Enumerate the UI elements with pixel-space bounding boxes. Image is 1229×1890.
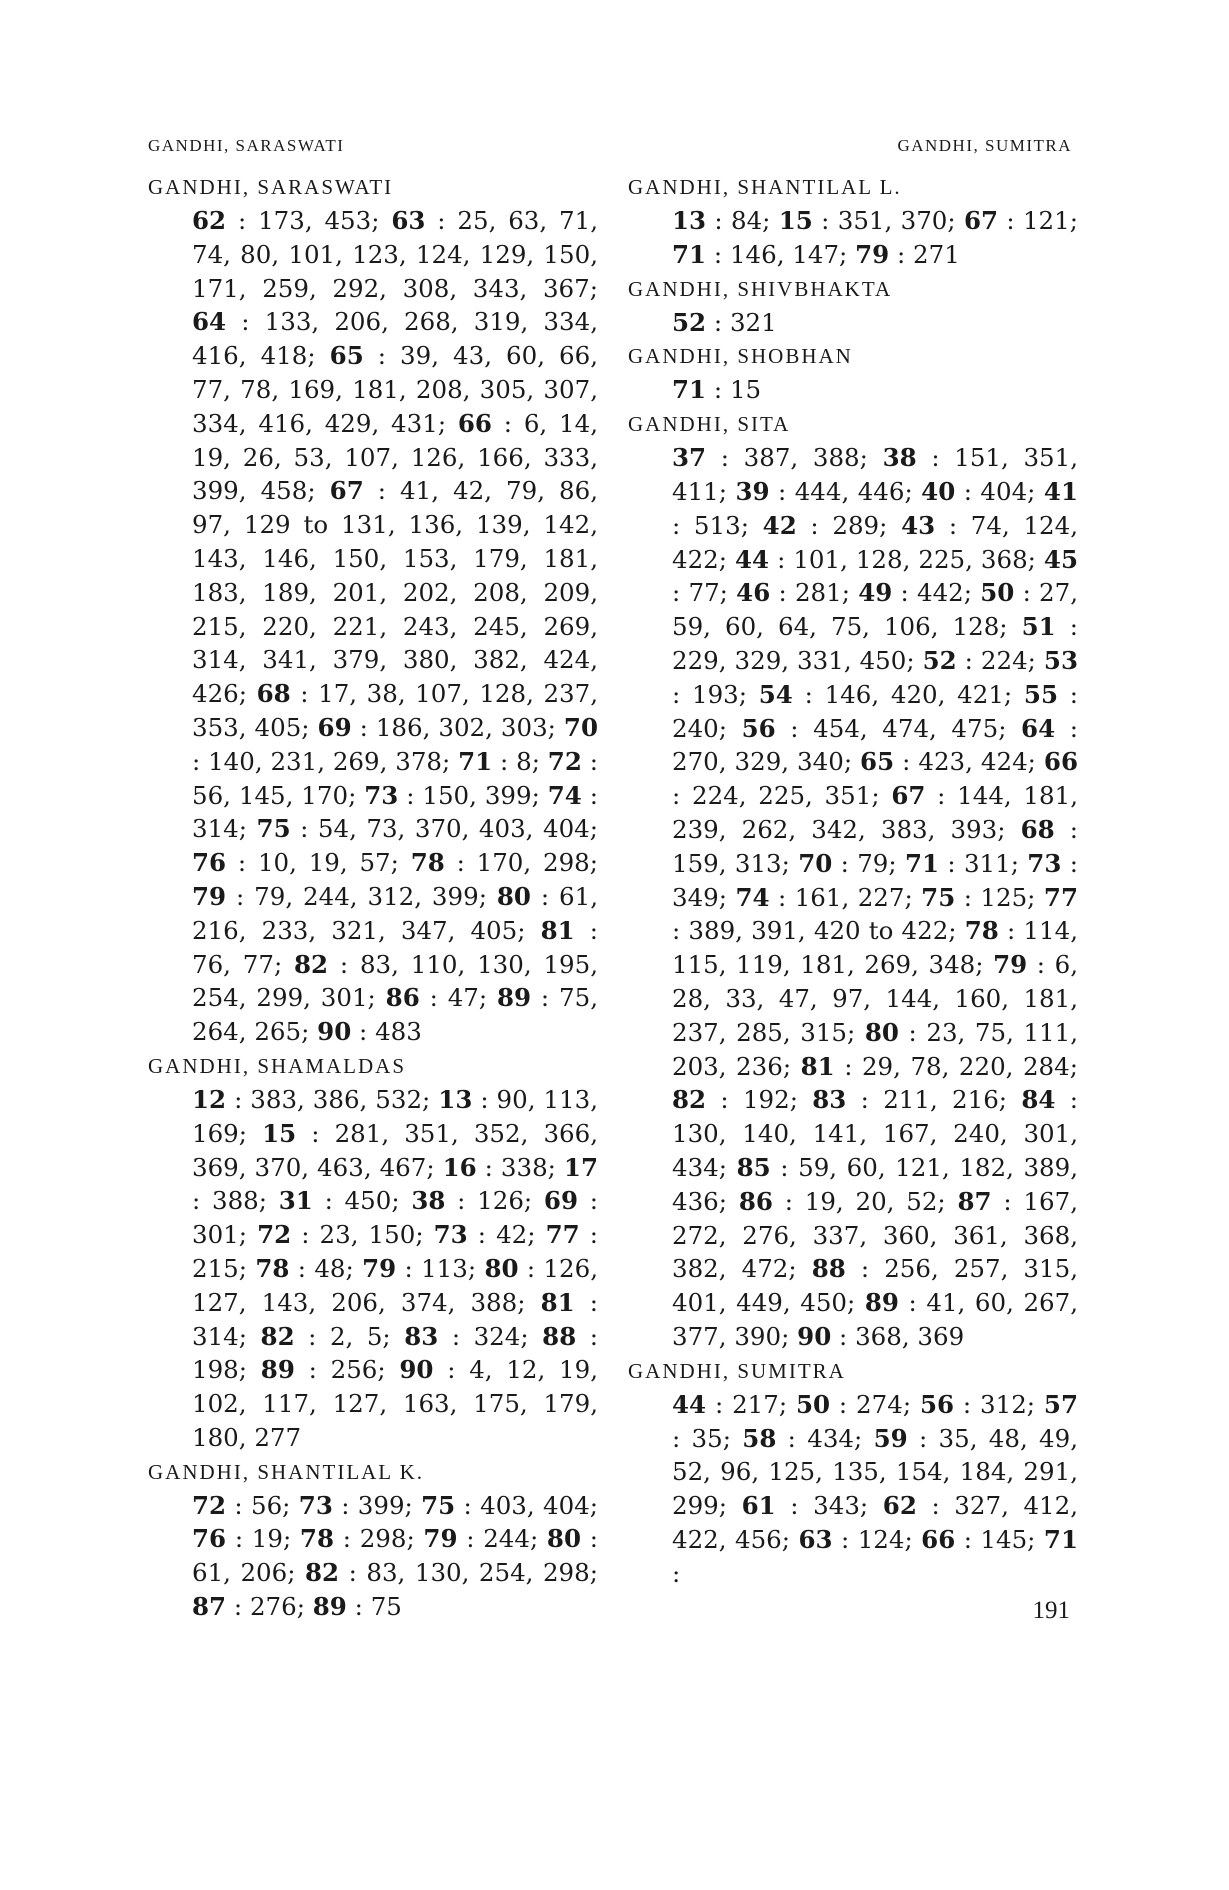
volume-number: 63 [798,1524,833,1554]
page-references: : 113; [396,1253,485,1283]
volume-number: 67 [963,206,999,235]
entry-references [192,204,598,1049]
volume-number: 55 [1023,679,1059,709]
volume-number: 72 [257,1220,292,1250]
page-references: : 27, 59, 60, 64, 75, 106, 128; [672,578,1079,642]
page-references: : 423, 424; [894,747,1044,777]
volume-number: 56 [741,713,776,743]
volume-number: 82 [672,1085,707,1115]
page-references: : 74, 124, 422; [672,510,1078,574]
index-entry [148,1455,598,1624]
page-references: : 224; [956,645,1044,675]
page-references: : 54, 73, 370, 403, 404; [290,814,598,844]
page-references: : 79; [832,848,905,878]
page-references: : 343; [775,1491,883,1521]
page-references: : 90, 113, 169; [192,1084,599,1148]
page-references: : 79, 244, 312, 399; [226,881,497,911]
page-number: 191 [1032,1597,1070,1624]
volume-number: 73 [433,1220,468,1250]
running-head-right: GANDHI, SUMITRA [897,136,1072,155]
volume-number: 15 [262,1118,297,1148]
page-references: : 298; [334,1524,424,1554]
volume-number: 12 [192,1084,227,1114]
page-references: : 450; [312,1186,412,1216]
page-references: : 193; [672,679,759,709]
volume-number: 52 [922,645,957,675]
index-entry [148,1049,598,1455]
page-references: : 351, 370; [812,206,964,235]
page-references: : 146, 420, 421; [792,679,1024,709]
page-references: : 276; [226,1592,313,1622]
volume-number: 62 [882,1491,917,1521]
page-references: : 25, 63, 71, 74, 80, 101, 123, 124, 129, 150, 171, 259, 292, 308, 343, 367; [192,206,598,303]
entry-references [672,1388,1078,1591]
entry-heading: GANDHI, SHANTILAL L. [628,175,902,199]
page-references: : 513; [672,510,763,540]
volume-number: 90 [317,1017,352,1047]
volume-number: 69 [543,1186,578,1216]
volume-number: 73 [1027,848,1062,878]
volume-number: 88 [542,1321,577,1351]
page-references: : 39, 43, 60, 66, 77, 78, 169, 181, 208, 305, 307, 334, 416, 429, 431; [192,341,599,438]
volume-number: 72 [547,746,582,776]
volume-number: 75 [421,1490,456,1520]
volume-number: 89 [864,1288,899,1318]
page-references: : 211, 216; [846,1085,1022,1115]
page-references: : 167, 272, 276, 337, 360, 361, 368, 382, 472; [672,1186,1078,1284]
volume-number: 44 [672,1389,707,1419]
volume-number: 67 [891,781,926,811]
volume-number: 63 [391,206,426,235]
volume-number: 79 [192,881,227,911]
volume-number: 81 [540,1287,575,1317]
volume-number: 68 [1020,814,1055,844]
volume-number: 16 [442,1152,477,1182]
page-references: : 17, 38, 107, 128, 237, 353, 405; [192,679,598,742]
page-references: : 75, 264, 265; [192,983,598,1047]
volume-number: 71 [1043,1524,1078,1554]
volume-number: 40 [921,476,956,506]
page-references: : 217; [706,1389,796,1419]
page-references: : 198; [192,1321,599,1385]
entry-references [672,204,1078,272]
volume-number: 78 [964,916,999,946]
page-references: : 10, 19, 57; [226,848,411,878]
page-references: : 19, 20, 52; [772,1186,958,1216]
volume-number: 59 [873,1423,908,1453]
page-references: : 126, 127, 143, 206, 374, 388; [192,1253,598,1317]
entry-heading: GANDHI, SUMITRA [628,1358,846,1383]
page-references: : 75 [346,1592,402,1622]
volume-number: 54 [758,679,793,709]
page-references: : 146, 147; [706,239,856,269]
volume-number: 81 [540,915,575,945]
volume-number: 50 [795,1389,831,1419]
page-references: : 224, 225, 351; [672,781,892,811]
page-references: : 173, 453; [226,206,392,235]
page-references: : 41, 60, 267, 377, 390; [672,1288,1079,1351]
volume-number: 82 [294,949,329,979]
page-references: : 8; [492,746,548,776]
entry-heading: GANDHI, SHAMALDAS [148,1053,407,1078]
volume-number: 80 [864,1017,899,1047]
volume-number: 58 [742,1423,777,1453]
volume-number: 17 [563,1152,598,1182]
page-references: : 483 [351,1017,422,1047]
page-references: : 6, 28, 33, 47, 97, 144, 160, 181, 237, 285, 315; [672,950,1078,1047]
page-references: : [672,1558,681,1588]
page-references: : 368, 369 [831,1321,965,1351]
volume-number: 37 [672,443,707,473]
volume-number: 73 [298,1490,333,1520]
volume-number: 45 [1043,544,1078,574]
page-references: : 47; [419,983,497,1013]
page-references: : 2, 5; [294,1321,405,1351]
page-references: : 311; [939,848,1028,878]
index-column-right [628,170,1078,1590]
entry-heading: GANDHI, SHANTILAL K. [148,1459,425,1484]
page-references: : 240; [672,679,1079,743]
page-references: : 35, 48, 49, 52, 96, 125, 135, 154, 184, 291, 299; [672,1423,1079,1521]
page-references: : 338; [476,1152,564,1182]
entry-references [192,1083,598,1455]
volume-number: 78 [299,1524,335,1554]
volume-number: 89 [312,1592,347,1622]
volume-number: 41 [1043,476,1078,506]
volume-number: 68 [256,679,291,709]
entry-heading: GANDHI, SARASWATI [148,175,394,199]
volume-number: 31 [278,1186,313,1216]
volume-number: 74 [547,780,582,810]
volume-number: 38 [882,443,917,473]
page-references: : 314; [192,780,598,844]
volume-number: 78 [255,1253,290,1283]
entry-heading: GANDHI, SITA [628,412,791,437]
page-references: : 383, 386, 532; [226,1084,439,1114]
page-references: : 388; [192,1186,279,1216]
page-references: : 161, 227; [769,882,922,912]
page-references: : 145; [955,1524,1044,1554]
volume-number: 66 [1043,747,1078,777]
index-column-left [148,170,598,1624]
page-references: : 124; [832,1524,922,1554]
page-references: : 159, 313; [672,814,1078,878]
page-references: : 244; [457,1524,547,1554]
page-references: : 41, 42, 79, 86, 97, 129 to 131, 136, 139, 142, 143, 146, 150, 153, 179, 181, 183, 189, 201, 202, 208, 209, 215, 220, 221, 243, 245, 269, 314, 341, 379, 380, 382, 424, 426; [192,476,599,709]
volume-number: 90 [399,1355,434,1385]
page-references: : 84; [706,206,779,235]
volume-number: 57 [1043,1389,1079,1419]
volume-number: 70 [563,712,598,742]
page-references: : 403, 404; [455,1490,598,1520]
page-references: : 314; [192,1287,598,1351]
volume-number: 66 [457,408,492,438]
page-references: : 133, 206, 268, 319, 334, 416, 418; [192,307,598,371]
entry-references [672,373,1078,407]
volume-number: 77 [1043,882,1078,912]
page-references: : 151, 351, 411; [672,443,1078,506]
volume-number: 84 [1021,1085,1056,1115]
volume-number: 76 [192,848,227,878]
volume-number: 71 [672,239,707,269]
page-references: : 125; [955,882,1044,912]
page-references: : 59, 60, 121, 182, 389, 436; [672,1152,1078,1216]
volume-number: 86 [385,983,420,1013]
page-references: : 434; [776,1423,874,1453]
page-references: : 281, 351, 352, 366, 369, 370, 463, 467; [192,1118,598,1182]
page-references: : 121; [998,206,1078,235]
page-references: : 274; [830,1389,920,1419]
page-references: : 444, 446; [769,476,922,506]
page-references: : 56; [226,1490,299,1520]
page-references: : 126; [445,1186,544,1216]
volume-number: 53 [1043,645,1078,675]
page-references: : 61, 206; [192,1524,598,1588]
page-references: : 61, 216, 233, 321, 347, 405; [192,881,598,945]
volume-number: 89 [260,1355,295,1385]
volume-number: 85 [736,1152,771,1182]
running-head-left: GANDHI, SARASWATI [148,136,345,155]
index-entry [148,170,598,1049]
volume-number: 67 [329,476,364,506]
page-references: : 312; [954,1389,1044,1419]
page-references: : 114, 115, 119, 181, 269, 348; [672,916,1078,980]
index-entry [628,170,1078,272]
page-references: : 19; [226,1524,300,1554]
volume-number: 80 [484,1253,519,1283]
page-references: : 256; [294,1355,400,1385]
volume-number: 75 [921,882,956,912]
page-references: : 23, 150; [291,1220,434,1250]
volume-number: 71 [458,746,493,776]
volume-number: 70 [798,848,833,878]
index-entry [628,407,1078,1354]
volume-number: 83 [404,1321,439,1351]
volume-number: 71 [904,848,940,878]
volume-number: 49 [858,578,893,608]
volume-number: 82 [305,1558,340,1588]
page-references: : 76, 77; [192,915,598,979]
volume-number: 79 [362,1253,397,1283]
entry-references [672,441,1078,1354]
volume-number: 80 [496,881,531,911]
page-references: : 23, 75, 111, 203, 236; [672,1017,1079,1081]
volume-number: 78 [410,848,445,878]
volume-number: 38 [411,1186,446,1216]
page-references: : 301; [192,1186,598,1250]
index-entry [628,1354,1078,1591]
volume-number: 77 [545,1220,580,1250]
volume-number: 82 [260,1321,295,1351]
page-references: : 387, 388; [706,443,883,473]
page-references: : 77; [672,578,737,608]
page-references: : 327, 412, 422, 456; [672,1491,1078,1554]
volume-number: 13 [672,206,707,235]
page-references: : 270, 329, 340; [672,713,1078,777]
page-references: : 271 [889,239,960,269]
page-references: : 144, 181, 239, 262, 342, 383, 393; [672,781,1078,844]
volume-number: 64 [1021,713,1056,743]
entry-references [672,306,1078,340]
page-references: : 15 [706,375,762,405]
page-references: : 289; [796,510,902,540]
volume-number: 72 [192,1490,227,1520]
volume-number: 46 [736,578,771,608]
page-references: : 4, 12, 19, 102, 117, 127, 163, 175, 179, 180, 277 [192,1355,598,1452]
volume-number: 90 [797,1321,832,1351]
volume-number: 76 [192,1524,227,1554]
volume-number: 79 [993,950,1028,980]
page-references: : 83, 130, 254, 298; [339,1558,598,1588]
volume-number: 61 [741,1491,776,1521]
volume-number: 52 [672,307,707,337]
page-references: : 150, 399; [398,780,548,810]
volume-number: 80 [546,1524,582,1554]
volume-number: 88 [811,1254,846,1284]
volume-number: 39 [735,476,770,506]
page-references: : 389, 391, 420 to 422; [672,916,965,946]
page-references: : 6, 14, 19, 26, 53, 107, 126, 166, 333, 399, 458; [192,408,598,506]
volume-number: 64 [192,307,227,337]
volume-number: 62 [192,206,227,235]
page-references: : 130, 140, 141, 167, 240, 301, 434; [672,1085,1078,1182]
page-references: : 35; [672,1423,743,1453]
volume-number: 66 [921,1524,956,1554]
index-entry [628,272,1078,340]
volume-number: 75 [256,814,291,844]
volume-number: 42 [762,510,797,540]
page-references: : 140, 231, 269, 378; [192,746,459,776]
volume-number: 89 [496,983,532,1013]
page-references: : 48; [289,1253,363,1283]
volume-number: 73 [364,780,399,810]
page-references: : 321 [706,307,777,337]
entry-heading: GANDHI, SHOBHAN [628,344,853,369]
volume-number: 86 [738,1186,773,1216]
volume-number: 79 [855,239,890,269]
volume-number: 87 [957,1186,992,1216]
page-references: : 404; [955,476,1044,506]
volume-number: 81 [800,1051,835,1081]
entry-heading: GANDHI, SHIVBHAKTA [628,276,893,301]
page-references: : 454, 474, 475; [775,713,1022,743]
volume-number: 65 [860,747,895,777]
volume-number: 71 [672,375,707,405]
page-references: : 442; [892,578,981,608]
page-references: : 101, 128, 225, 368; [769,544,1044,574]
page-references: : 192; [706,1085,813,1115]
volume-number: 51 [1021,612,1056,642]
page-references: : 29, 78, 220, 284; [834,1051,1078,1081]
volume-number: 15 [778,206,813,235]
page-references: : 56, 145, 170; [192,746,598,810]
volume-number: 50 [980,578,1015,608]
page-references: : 281; [770,578,859,608]
page-references: : 324; [438,1321,543,1351]
page-references: : 186, 302, 303; [351,712,564,742]
volume-number: 69 [317,712,352,742]
index-entry [628,339,1078,407]
volume-number: 13 [438,1084,473,1114]
volume-number: 83 [812,1085,847,1115]
page-references: : 349; [672,848,1078,912]
volume-number: 87 [192,1592,227,1622]
page-references: : 170, 298; [444,848,598,878]
volume-number: 79 [423,1524,458,1554]
page-references: : 83, 110, 130, 195, 254, 299, 301; [192,949,598,1013]
page-references: : 256, 257, 315, 401, 449, 450; [672,1254,1078,1318]
volume-number: 44 [735,544,770,574]
page-references: : 229, 329, 331, 450; [672,612,1079,675]
page-references: : 399; [332,1490,422,1520]
page-references: : 42; [467,1220,546,1250]
volume-number: 65 [329,341,364,371]
page-references: : 215; [192,1220,598,1283]
volume-number: 74 [735,882,770,912]
volume-number: 43 [901,510,936,540]
volume-number: 56 [919,1389,955,1419]
entry-references [192,1489,598,1624]
